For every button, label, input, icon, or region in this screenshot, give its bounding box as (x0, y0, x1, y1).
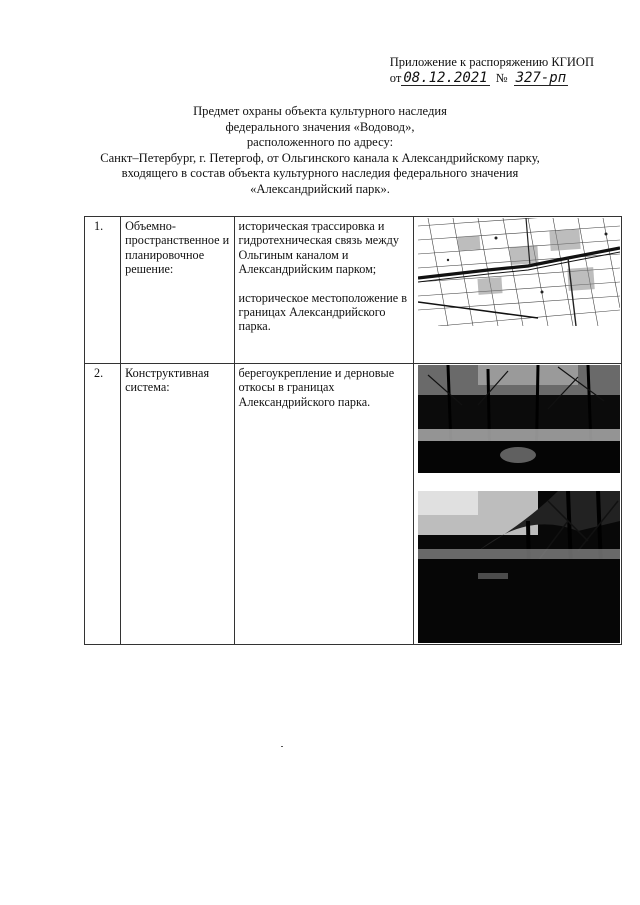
order-date: 08.12.2021 (403, 70, 488, 86)
from-label: от (389, 71, 402, 85)
protection-table (84, 216, 622, 645)
description-item: историческое местоположение в границах Александрийского парка. (238, 290, 407, 334)
title-line: расположенного по адресу: (246, 135, 394, 150)
description-item: берегоукрепление и дерновые откосы в границах Александрийского парка. (238, 366, 395, 409)
number-sign: № (495, 71, 508, 85)
park-photo-1 (418, 365, 620, 473)
order-number: 327-рп (515, 70, 567, 86)
title-line: Санкт–Петербург, г. Петергоф, от Ольгинского канала к Александрийскому парку, (100, 150, 540, 165)
row-description (234, 364, 414, 645)
title-line: Предмет охраны объекта культурного наследия (193, 104, 447, 118)
row-description (234, 217, 414, 364)
table-row (85, 364, 622, 645)
row-category: Объемно-пространственное и планировочное решение: (121, 217, 234, 364)
plan-map-image (418, 218, 620, 326)
appendix-title: Приложение к распоряжению КГИОП (389, 55, 594, 69)
appendix-date-line (390, 70, 594, 86)
row-number: 2. (85, 364, 121, 645)
row-category: Конструктивная система: (121, 364, 234, 645)
title-line: «Александрийский парк». (250, 181, 390, 196)
title-line: входящего в состав объекта культурного наследия федерального значения (121, 166, 519, 181)
row-number: 1. (85, 217, 121, 364)
row-image-cell (414, 217, 622, 364)
document-title (0, 104, 640, 198)
table-row (85, 217, 622, 364)
title-line: федерального значения «Водовод», (225, 119, 415, 134)
park-photo-2 (418, 491, 620, 643)
description-item: историческая трассировка и гидротехническая связь между Ольгиным каналом и Александрийским парком; (238, 219, 399, 277)
appendix-header (390, 54, 594, 86)
scan-dot (281, 746, 283, 747)
row-image-cell (414, 364, 622, 645)
